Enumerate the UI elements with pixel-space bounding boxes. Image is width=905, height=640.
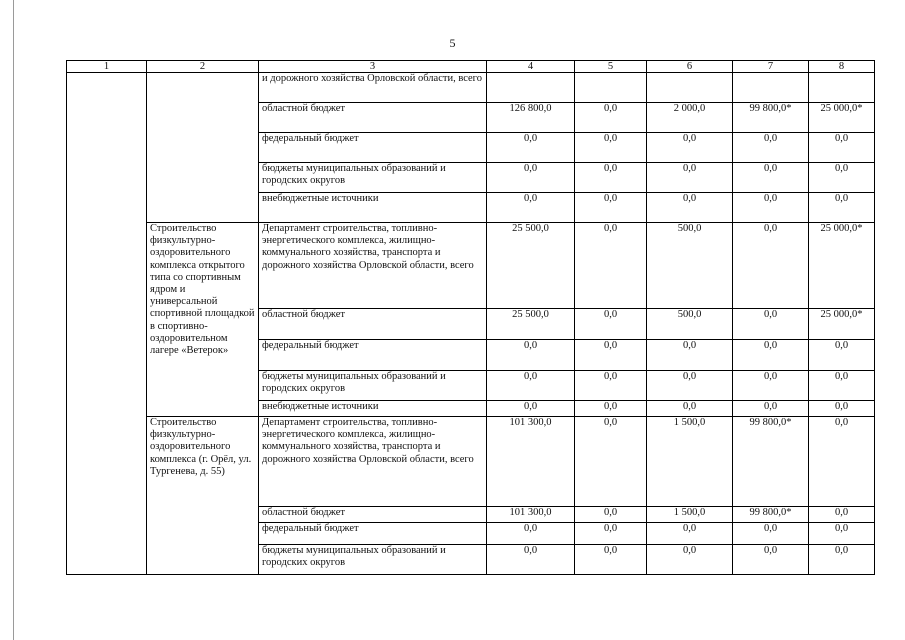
value-cell: 0,0 [733,133,809,163]
value-cell: 0,0 [647,193,733,223]
value-cell: 0,0 [733,523,809,545]
source-cell: областной бюджет [259,507,487,523]
value-cell: 99 800,0* [733,103,809,133]
value-cell: 0,0 [575,417,647,507]
value-cell: 25 000,0* [809,103,875,133]
source-cell: внебюджетные источники [259,193,487,223]
value-cell: 0,0 [575,133,647,163]
value-cell: 0,0 [647,523,733,545]
source-cell: областной бюджет [259,103,487,133]
value-cell: 0,0 [809,523,875,545]
value-cell: 101 300,0 [487,417,575,507]
value-cell: 0,0 [487,340,575,371]
value-cell: 0,0 [733,545,809,575]
source-cell: бюджеты муниципальных образований и городских округов [259,545,487,575]
value-cell: 25 000,0* [809,309,875,340]
column-header: 1 [67,61,147,73]
value-cell: 25 500,0 [487,223,575,309]
source-cell: Департамент строительства, топливно-энергетического комплекса, жилищно-коммунального хозяйства, транспорта и дорожного хозяйства Орловской области, всего [259,223,487,309]
value-cell: 25 500,0 [487,309,575,340]
table-row [67,73,875,103]
value-cell: 0,0 [733,223,809,309]
value-cell: 99 800,0* [733,507,809,523]
value-cell: 0,0 [809,545,875,575]
value-cell: 0,0 [487,193,575,223]
value-cell: 0,0 [733,163,809,193]
value-cell: 0,0 [647,163,733,193]
value-cell: 0,0 [487,371,575,401]
value-cell: 0,0 [809,163,875,193]
value-cell: 126 800,0 [487,103,575,133]
column-header: 2 [147,61,259,73]
table-row [67,223,875,309]
value-cell: 0,0 [575,193,647,223]
funding-table [66,60,875,575]
column-header: 6 [647,61,733,73]
source-cell: федеральный бюджет [259,340,487,371]
source-cell: областной бюджет [259,309,487,340]
value-cell: 0,0 [575,340,647,371]
column-header: 7 [733,61,809,73]
column-header: 8 [809,61,875,73]
value-cell: 0,0 [733,340,809,371]
value-cell: 0,0 [809,340,875,371]
value-cell: 0,0 [809,371,875,401]
value-cell: 0,0 [487,545,575,575]
value-cell: 0,0 [809,417,875,507]
value-cell: 0,0 [647,545,733,575]
value-cell: 0,0 [575,371,647,401]
value-cell: 0,0 [809,133,875,163]
value-cell: 0,0 [809,193,875,223]
col1-merged-cell [67,73,147,575]
value-cell: 0,0 [809,401,875,417]
source-cell: внебюджетные источники [259,401,487,417]
value-cell: 0,0 [487,523,575,545]
value-cell: 99 800,0* [733,417,809,507]
value-cell: 500,0 [647,223,733,309]
object-name-cell: Строительство физкультурно-оздоровительного комплекса (г. Орёл, ул. Тургенева, д. 55) [147,417,259,575]
value-cell: 0,0 [575,523,647,545]
source-cell: и дорожного хозяйства Орловской области, всего [259,73,487,103]
column-number-row [67,61,875,73]
value-cell: 101 300,0 [487,507,575,523]
column-header: 3 [259,61,487,73]
value-cell: 0,0 [487,133,575,163]
value-cell: 0,0 [487,401,575,417]
page-number: 5 [449,36,456,50]
value-cell: 0,0 [733,371,809,401]
value-cell: 0,0 [647,371,733,401]
value-cell: 0,0 [647,340,733,371]
value-cell: 25 000,0* [809,223,875,309]
page-edge-line [13,0,14,640]
value-cell: 0,0 [575,507,647,523]
value-cell: 500,0 [647,309,733,340]
value-cell: 0,0 [575,401,647,417]
value-cell: 0,0 [809,507,875,523]
value-cell: 0,0 [575,223,647,309]
source-cell: бюджеты муниципальных образований и городских округов [259,371,487,401]
value-cell: 0,0 [575,309,647,340]
value-cell: 0,0 [733,193,809,223]
value-cell: 0,0 [575,545,647,575]
source-cell: федеральный бюджет [259,133,487,163]
value-cell: 0,0 [733,309,809,340]
value-cell: 0,0 [733,401,809,417]
source-cell: Департамент строительства, топливно-энергетического комплекса, жилищно-коммунального хозяйства, транспорта и дорожного хозяйства Орловской области, всего [259,417,487,507]
value-cell: 0,0 [647,401,733,417]
value-cell: 2 000,0 [647,103,733,133]
object-name-cell [147,73,259,223]
value-cell: 0,0 [575,103,647,133]
table-row [67,417,875,507]
source-cell: бюджеты муниципальных образований и городских округов [259,163,487,193]
value-cell: 1 500,0 [647,507,733,523]
value-cell: 0,0 [647,133,733,163]
object-name-cell: Строительство физкультурно-оздоровительного комплекса открытого типа со спортивным ядром и универсальной спортивной площадкой в спортивно-оздоровительном лагере «Ветерок» [147,223,259,417]
value-cell: 0,0 [575,163,647,193]
value-cell: 1 500,0 [647,417,733,507]
column-header: 4 [487,61,575,73]
source-cell: федеральный бюджет [259,523,487,545]
value-cell: 0,0 [487,163,575,193]
column-header: 5 [575,61,647,73]
